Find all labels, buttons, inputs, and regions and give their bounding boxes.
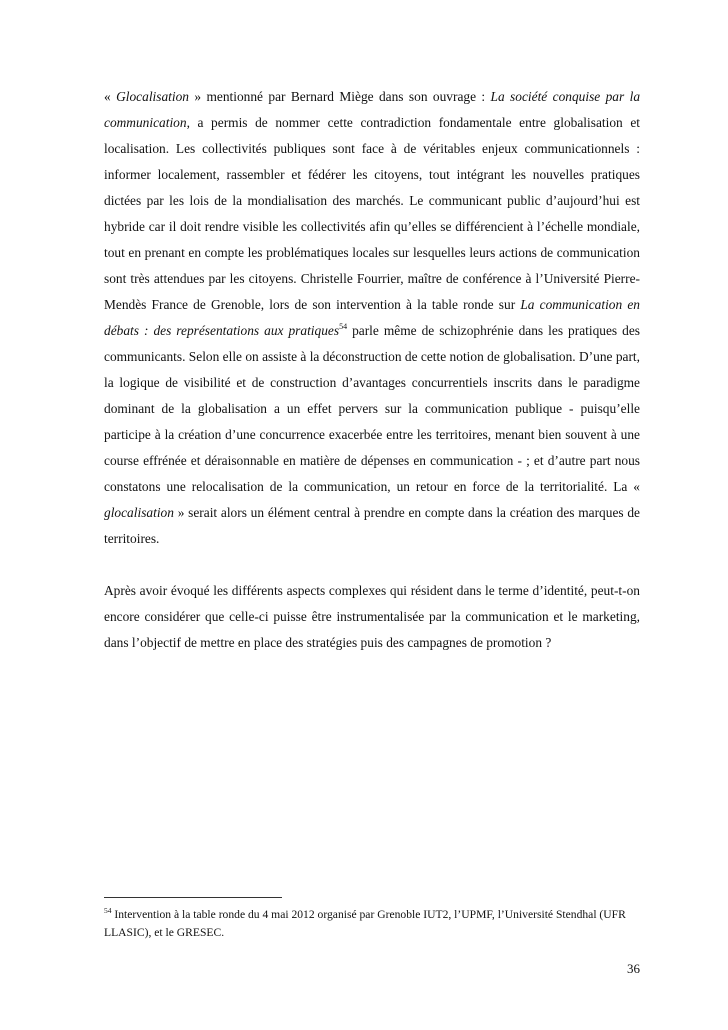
- footnote-number: 54: [104, 906, 112, 915]
- footnote-reference[interactable]: 54: [339, 322, 348, 331]
- paragraph-question: Après avoir évoqué les différents aspects complexes qui résident dans le terme d’identité, peut-t-on encore considérer que celle-ci puisse être instrumentalisée par la communication et le marketing, dans l’objectif de mettre en place des stratégies puis des campagnes de promotion ?: [104, 583, 640, 650]
- footnote: [104, 906, 644, 942]
- paragraph-glocalisation: [104, 84, 640, 552]
- footnote-text: Intervention à la table ronde du 4 mai 2012 organisé par Grenoble IUT2, l’UPMF, l’Université Stendhal (UFR LLASIC), et le GRESEC.: [104, 908, 626, 939]
- text-segment: «: [104, 89, 117, 104]
- round-table-title: La communication en débats : des représentations aux pratiques: [104, 297, 641, 338]
- text-segment: » mentionné par Bernard Miège dans son ouvrage :: [189, 89, 491, 104]
- page-number: 36: [627, 961, 640, 976]
- footnote-divider: [104, 897, 282, 898]
- text-segment: » serait alors un élément central à prendre en compte dans la création des marques de territoires.: [104, 505, 640, 546]
- text-segment: parle même de schizophrénie dans les pratiques des communicants. Selon elle on assiste à la déconstruction de cette notion de globalisation. D’une part, la logique de visibilité et de construction d’avantages concurrentiels inscrits dans le paradigme dominant de la globalisation a un effet pervers sur la communication publique - puisqu’elle participe à la création d’une concurrence exacerbée entre les territoires, menant bien souvent à une course effrénée et déraisonnable en matière de dépenses en communication - ; et d’autre part nous constatons une relocalisation de la communication, un retour en force de la territorialité. La «: [104, 323, 640, 494]
- term-glocalisation: Glocalisation: [116, 89, 189, 104]
- term-glocalisation: glocalisation: [104, 505, 174, 520]
- text-segment: , a permis de nommer cette contradiction fondamentale entre globalisation et localisation. Les collectivités publiques sont face à de véritables enjeux communicationnels : informer localement, rassembler et fédérer les citoyens, tout intégrant les nouvelles pratiques dictées par les lois de la mondialisation des marchés. Le communicant public d’aujourd’hui est hybride car il doit rendre visible les collectivités afin qu’elles se différencient à l’échelle mondiale, tout en prenant en compte les problématiques locales sur lesquelles leurs actions de communication sont très attendues par les citoyens. Christelle Fourrier, maître de conférence à l’Université Pierre-Mendès France de Grenoble, lors de son intervention à la table ronde sur: [104, 115, 640, 312]
- book-title: La société conquise par la communication: [104, 89, 641, 130]
- body-text: [104, 84, 640, 656]
